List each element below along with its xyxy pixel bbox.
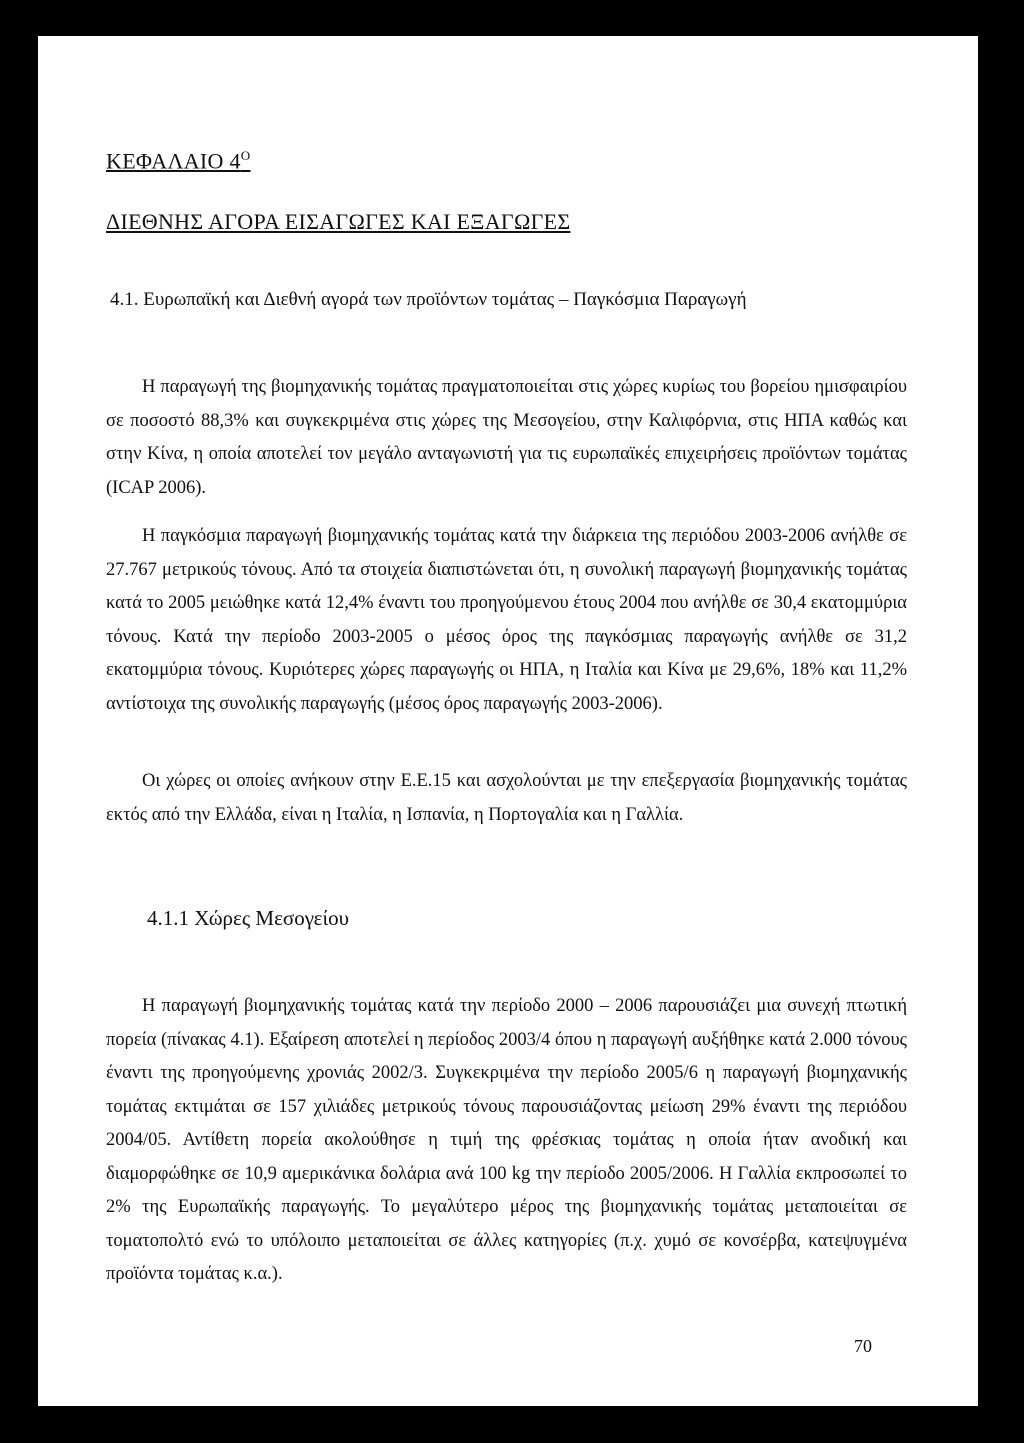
- chapter-title: ΚΕΦΑΛΑΙΟ 4: [106, 148, 241, 174]
- paragraph-production-overview: Η παραγωγή της βιομηχανικής τομάτας πραγματοποιείται στις χώρες κυρίως του βορείου ημισφαιρίου σε ποσοστό 88,3% και συγκεκριμένα στις χώρες της Μεσογείου, στην Καλιφόρνια, στις ΗΠΑ καθώς και στην Κίνα, η οποία αποτελεί τον μεγάλο ανταγωνιστή για τις ευρωπαϊκές επιχειρήσεις προϊόντων τομάτας (ICAP 2006).: [106, 377, 907, 498]
- page-number: 70: [854, 1336, 872, 1356]
- paragraph-eu-countries: Οι χώρες οι οποίες ανήκουν στην Ε.Ε.15 και ασχολούνται με την επεξεργασία βιομηχανικής τομάτας εκτός από την Ελλάδα, είναι η Ιταλία, η Ισπανία, η Πορτογαλία και η Γαλλία.: [106, 771, 907, 825]
- paragraph-global-production: Η παγκόσμια παραγωγή βιομηχανικής τομάτας κατά την διάρκεια της περιόδου 2003-2006 ανήλθε σε 27.767 μετρικούς τόνους. Από τα στοιχεία διαπιστώνεται ότι, η συνολική παραγωγή βιομηχανικής τομάτας κατά το 2005 μειώθηκε κατά 12,4% έναντι του προηγούμενου έτους 2004 που ανήλθε σε 30,4 εκατομμύρια τόνους. Κατά την περίοδο 2003-2005 ο μέσος όρος της παγκόσμιας παραγωγής ανήλθε σε 31,2 εκατομμύρια τόνους. Κυριότερες χώρες παραγωγής οι ΗΠΑ, η Ιταλία και Κίνα με 29,6%, 18% και 11,2% αντίστοιχα της συνολικής παραγωγής (μέσος όρος παραγωγής 2003-2006).: [106, 526, 907, 714]
- paragraph-mediterranean: Η παραγωγή βιομηχανικής τομάτας κατά την περίοδο 2000 – 2006 παρουσιάζει μια συνεχή πτωτική πορεία (πίνακας 4.1). Εξαίρεση αποτελεί η περίοδος 2003/4 όπου η παραγωγή αυξήθηκε κατά 2.000 τόνους έναντι της προηγούμενης χρονιάς 2002/3. Συγκεκριμένα την περίοδο 2005/6 η παραγωγή βιομηχανικής τομάτας εκτιμάται σε 157 χιλιάδες μετρικούς τόνους παρουσιάζοντας μείωση 29% έναντι της περιόδου 2004/05. Αντίθετη πορεία ακολούθησε η τιμή της φρέσκιας τομάτας η οποία ήταν ανοδική και διαμορφώθηκε σε 10,9 αμερικάνικα δολάρια ανά 100 kg την περίοδο 2005/2006. Η Γαλλία εκπροσωπεί το 2% της Ευρωπαϊκής παραγωγής. Το μεγαλύτερο μέρος της βιομηχανικής τομάτας μεταποιείται σε τοματοπολτό ενώ το υπόλοιπο μεταποιείται σε άλλες κατηγορίες (π.χ. χυμό σε κονσέρβα, κατεψυγμένα προϊόντα τομάτας κ.α.).: [106, 996, 907, 1284]
- subsection-heading: 4.1.1 Χώρες Μεσογείου: [147, 906, 350, 930]
- chapter-subtitle: ΔΙΕΘΝΗΣ ΑΓΟΡΑ ΕΙΣΑΓΩΓΕΣ ΚΑΙ ΕΞΑΓΩΓΕΣ: [106, 209, 571, 234]
- section-heading: 4.1. Ευρωπαϊκή και Διεθνή αγορά των προϊόντων τομάτας – Παγκόσμια Παραγωγή: [110, 289, 747, 310]
- document-page: [38, 36, 978, 1406]
- chapter-superscript: Ο: [240, 148, 251, 163]
- chapter-heading: [106, 148, 251, 174]
